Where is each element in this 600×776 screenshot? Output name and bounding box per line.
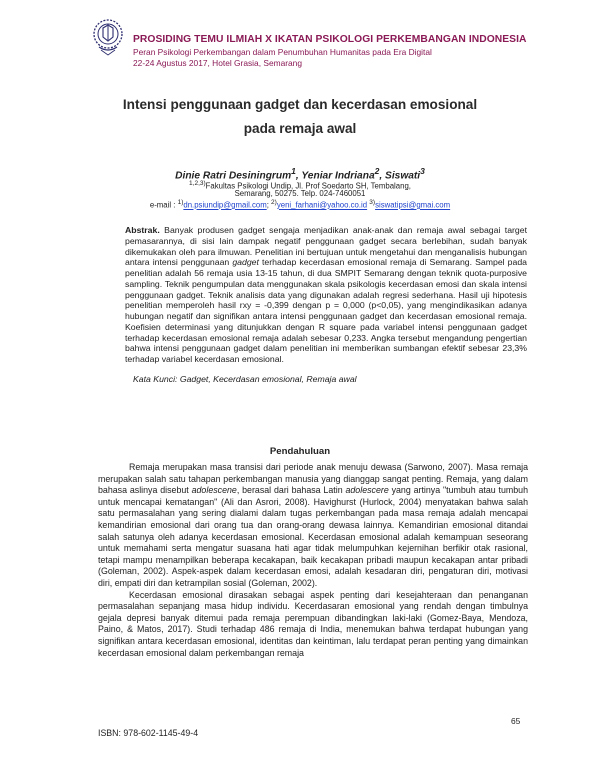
conference-date-place: 22-24 Agustus 2017, Hotel Grasia, Semarang: [133, 58, 302, 68]
author-3-sup: 3: [420, 166, 425, 176]
abstract-label: Abstrak.: [125, 225, 160, 235]
email-sup-3: 3): [369, 199, 376, 206]
email-separator: ;: [266, 200, 272, 210]
conference-subtitle: Peran Psikologi Perkembangan dalam Penumbuhan Humanitas pada Era Digital: [133, 47, 432, 57]
abstract-text: Banyak produsen gadget sengaja menjadikan anak-anak dan remaja awal sebagai target pemasarannya, di sisi lain dampak negatif penggunaan gadget secara berlebihan, sudah banyak dikemukakan oleh para ilmuwan. Penelitian ini bertujuan untuk mengetahui dan menganalisis hubungan antara intensi penggunaan: [125, 225, 527, 268]
abstract: [125, 225, 527, 365]
paragraph-text: Remaja merupakan masa transisi dari periode anak menuju dewasa (Sarwono, 2007). Masa remaja merupakan salah satu tahapan perkembangan manusia yang dianggap sangat penting. Remaja, yang dalam bahasa aslinya disebut: [98, 462, 528, 496]
affiliation-sup: 1,2,3): [189, 180, 206, 187]
keywords: Kata Kunci: Gadget, Kecerdasan emosional, Remaja awal: [133, 374, 357, 384]
paragraph: Kecerdasan emosional dirasakan sebagai aspek penting dari kesejahteraan dan penanganan permasalahan sepanjang masa hidup individu. Kecerdasaran emosional yang rendah dengan timbulnya gejala depresi banyak ditemui pada remaja perempuan dibandingkan laki-laki (Gomez-Baya, Mendoza, Paino, & Matos, 2017). Studi terhadap 486 remaja di India, menemukan bahwa terdapat hubungan yang signifikan antara kecerdasan emosional, identitas dan keintiman, lalu terdapat peran penting yang dimainkan kecerdasan emosional dalam perkembangan remaja: [98, 589, 528, 658]
author-1: Dinie Ratri Desiningrum: [175, 170, 292, 182]
email-sup-1: 1): [177, 199, 184, 206]
email-link-2[interactable]: yeni_farhani@yahoo.co.id: [276, 200, 368, 210]
author-3: Siswati: [385, 170, 421, 182]
affiliation-text: Fakultas Psikologi Undip, Jl. Prof Soedarto SH, Tembalang,: [205, 181, 411, 191]
section-heading: Pendahuluan: [269, 446, 331, 457]
email-sup-2: 2): [271, 199, 277, 206]
body-text: [98, 462, 528, 659]
email-link-3[interactable]: siswatipsi@gmai.com: [375, 200, 451, 210]
affiliation-line-2: Semarang, 50275. Telp. 024-7460051: [234, 189, 366, 198]
university-emblem-icon: [92, 17, 124, 57]
paper-title-line-2: pada remaja awal: [243, 121, 357, 136]
author-2: Yeniar Indriana: [301, 170, 375, 182]
conference-title: PROSIDING TEMU ILMIAH X IKATAN PSIKOLOGI PERKEMBANGAN INDONESIA: [133, 34, 527, 45]
email-link-1[interactable]: dn.psiundip@gmail.com: [183, 200, 267, 210]
italic-term: adolescere: [345, 485, 389, 496]
italic-term: adolescene: [191, 485, 237, 496]
paragraph-text: yang artinya "tumbuh atau tumbuh untuk mencapai kematangan" (Ali dan Asrori, 2008). Havighurst (Hurlock, 2004) menyatakan bahwa salah satu permasalahan yang sering dialami dalam tugas perkembangan pada masa remaja adalah mencapai kemandirian emosional dari orang tua dan orang-orang dewasa lainnya. Kemandirian emosional ditandai salah satunya oleh adanya kecerdasan emosional. Kecerdasan emosional adalah kemampuan seseorang untuk memahami serta mengatur suasana hati agar tidak melumpuhkan kejernihan berfikir otak rasional, tetapi mampu menampilkan beberapa kecakapan, baik kecakapan pribadi maupun kecakapan antar pribadi (Goleman, 2002). Aspek-aspek dalam kecerdasan emosi, adalah kesadaran diri, pengaturan diri, motivasi diri, empati diri dan ketrampilan sosial (Goleman, 2002).: [98, 485, 529, 588]
paragraph: [98, 462, 528, 590]
abstract-text: terhadap kecerdasan emosional remaja di Semarang. Sampel pada penelitian adalah 56 remaja usia 13-15 tahun, di dua SMPIT Semarang dengan teknik quota-purposive sampling. Teknik pengumpulan data menggunakan skala psikologis kecerdasan emosi dan skala intensi penggunaan gadget. Teknik analisis data yang digunakan adalah regresi sederhana. Hasil uji hipotesis penelitian memperoleh hasil rxy = -0,399 dengan p = 0,000 (p<0,05), yang mengindikasikan adanya hubungan negatif dan signifikan antara intensi penggunaan gadget dan kecerdasan emosional remaja. Koefisien determinasi yang ditunjukkan dengan R square pada variabel intensi penggunaan gadget terhadap kecerdasan emosional remaja adalah sebesar 0,233. Angka tersebut mengandung pengertian bahwa intensi penggunaan gadget dalam penelitian ini memberikan sumbangan efektif sebesar 23,3% terhadap variabel kecerdasan emosional.: [125, 257, 527, 364]
isbn: ISBN: 978-602-1145-49-4: [98, 728, 199, 738]
author-separator: ,: [295, 170, 302, 182]
email-prefix: e-mail :: [149, 200, 178, 210]
page-number: 65: [511, 716, 521, 726]
author-1-sup: 1: [291, 166, 296, 176]
email-line: [0, 199, 600, 210]
abstract-italic-term: gadget: [232, 257, 259, 268]
author-2-sup: 2: [374, 166, 380, 176]
paper-title-line-1: Intensi penggunaan gadget dan kecerdasan emosional: [122, 97, 478, 112]
paragraph-text: , berasal dari bahasa Latin: [236, 485, 346, 496]
author-separator: ,: [379, 170, 386, 182]
